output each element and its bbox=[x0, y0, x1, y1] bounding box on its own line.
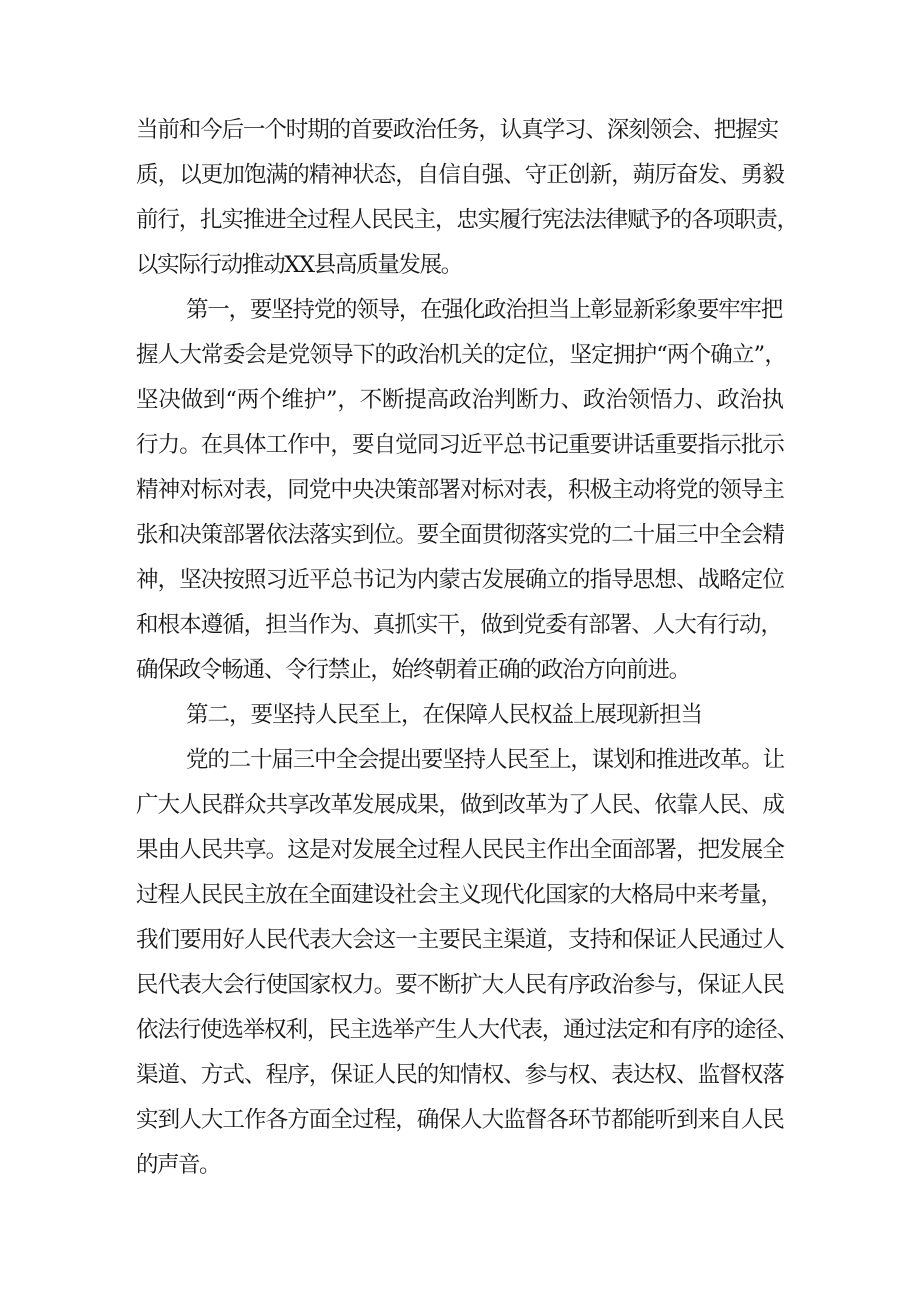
text-line bbox=[0, 1055, 920, 1095]
line-text: 第二，要坚持人民至上，在保障人民权益上展现新担当 bbox=[186, 702, 702, 728]
text-line bbox=[0, 515, 920, 555]
text-line bbox=[0, 965, 920, 1005]
line-text: 精神对标对表，同党中央决策部署对标对表，积极主动将党的领导主 bbox=[136, 477, 784, 503]
text-line bbox=[0, 875, 920, 915]
text-line bbox=[0, 110, 920, 150]
line-text: 第一，要坚持党的领导，在强化政治担当上彰显新彩象要牢牢把 bbox=[186, 297, 782, 323]
line-text: 质，以更加饱满的精神状态，自信自强、守正创新，蒴厉奋发、勇毅 bbox=[136, 162, 784, 188]
text-line bbox=[0, 830, 920, 870]
line-text: 行力。在具体工作中，要自觉同习近平总书记重要讲话重要指示批示 bbox=[136, 432, 784, 458]
text-line bbox=[0, 245, 920, 285]
line-text: 当前和今后一个时期的首要政治任务，认真学习、深刻领会、把握实 bbox=[136, 117, 778, 143]
line-text: 党的二十届三中全会提出要坚持人民至上，谋划和推进改革。让 bbox=[186, 747, 784, 773]
text-line bbox=[0, 470, 920, 510]
line-text: 过程人民民主放在全面建设社会主义现代化国家的大格局中来考量， bbox=[136, 882, 782, 908]
line-text: 前行，扎实推进全过程人民民主，忠实履行宪法法律赋予的各项职责， bbox=[136, 207, 798, 233]
line-text: 和根本遵循，担当作为、真抓实干，做到党委有部署、人大有行动， bbox=[136, 612, 782, 638]
text-line bbox=[0, 155, 920, 195]
text-line bbox=[0, 740, 920, 780]
line-text: 渠道、方式、程序，保证人民的知情权、参与权、表达权、监督权落 bbox=[136, 1062, 784, 1088]
line-text: 的声音。 bbox=[136, 1152, 220, 1178]
line-text: 确保政令畅通、令行禁止，始终朝着正确的政治方向前进。 bbox=[136, 657, 690, 683]
text-line bbox=[0, 1145, 920, 1185]
line-text: 果由人民共享。这是对发展全过程人民民主作出全面部署，把发展全 bbox=[136, 837, 784, 863]
text-line bbox=[0, 920, 920, 960]
text-line bbox=[0, 695, 920, 735]
line-text: 以实际行动推动XX县高质量发展。 bbox=[136, 252, 462, 278]
text-line bbox=[0, 425, 920, 465]
text-line bbox=[0, 335, 920, 375]
line-text: 张和决策部署依法落实到位。要全面贯彻落实党的二十届三中全会精 bbox=[136, 522, 784, 548]
line-text: 神，坚决按照习近平总书记为内蒙古发展确立的指导思想、战略定位 bbox=[136, 567, 784, 593]
text-line bbox=[0, 290, 920, 330]
line-text: 实到人大工作各方面全过程，确保人大监督各环节都能听到来自人民 bbox=[136, 1107, 784, 1133]
line-text: 广大人民群众共享改革发展成果，做到改革为了人民、依靠人民、成 bbox=[136, 792, 784, 818]
text-line bbox=[0, 1100, 920, 1140]
text-line bbox=[0, 200, 920, 240]
line-text: 坚决做到“两个维护”，不断提高政治判断力、政治领悟力、政治执 bbox=[136, 387, 784, 413]
text-line bbox=[0, 560, 920, 600]
text-line bbox=[0, 605, 920, 645]
line-text: 依法行使选举权利，民主选举产生人大代表，通过法定和有序的途径、 bbox=[136, 1017, 798, 1043]
text-line bbox=[0, 1010, 920, 1050]
line-text: 握人大常委会是党领导下的政治机关的定位，坚定拥护“两个确立”， bbox=[136, 342, 786, 368]
text-line bbox=[0, 650, 920, 690]
line-text: 民代表大会行使国家权力。要不断扩大人民有序政治参与，保证人民 bbox=[136, 972, 784, 998]
text-line bbox=[0, 785, 920, 825]
line-text: 我们要用好人民代表大会这一主要民主渠道，支持和保证人民通过人 bbox=[136, 927, 784, 953]
text-line bbox=[0, 380, 920, 420]
